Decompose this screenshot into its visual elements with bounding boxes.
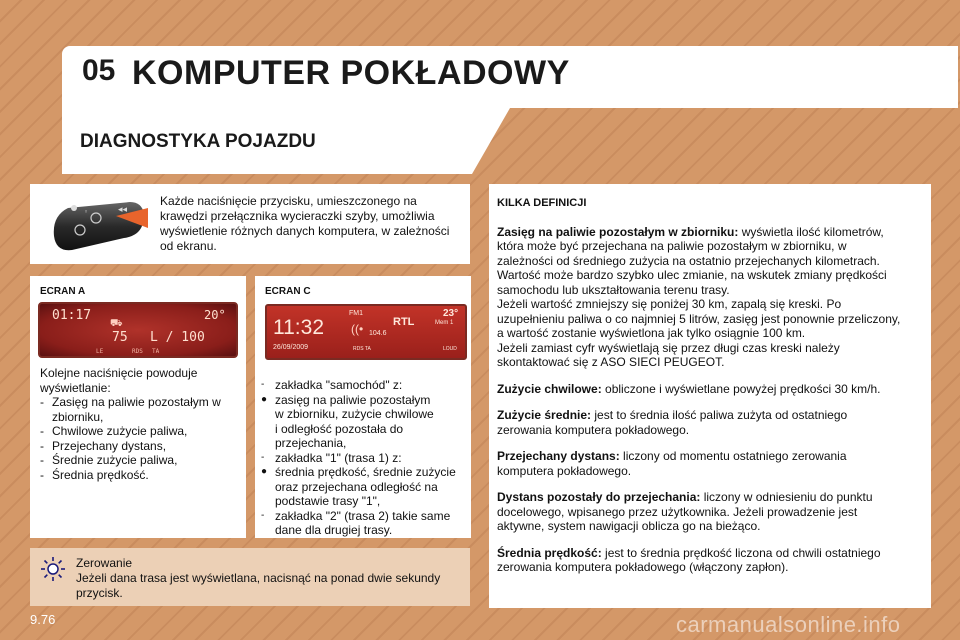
signal-icon: ((• bbox=[351, 322, 364, 336]
chapter-number: 05 bbox=[82, 54, 116, 87]
ecran-a-list bbox=[40, 366, 240, 482]
list-item: - Średnie zużycie paliwa, bbox=[40, 453, 178, 467]
lcd-band: FM1 bbox=[349, 310, 363, 317]
lcd-freq: 104.6 bbox=[369, 330, 387, 337]
lcd-time: 11:32 bbox=[273, 316, 324, 339]
svg-text:◦: ◦ bbox=[84, 208, 89, 216]
definition-entry: Średnia prędkość: jest to średnia prędkość liczona od chwili ostatniego zerowania komputera pokładowego (włączony zapłon). bbox=[497, 545, 881, 574]
page-title: KOMPUTER POKŁADOWY bbox=[132, 54, 570, 92]
definition-entry: Zużycie średnie: jest to średnia ilość paliwa zużyta od ostatniego zerowania komputera pokładowego. bbox=[497, 408, 848, 437]
ecran-c-display bbox=[265, 304, 467, 360]
ecran-a-display bbox=[38, 302, 238, 358]
wiper-stalk-icon bbox=[50, 196, 150, 252]
lcd-tag: LE bbox=[96, 348, 104, 355]
list-item: - Zasięg na paliwie pozostałym w zbiorniku, bbox=[40, 395, 221, 424]
list-item: ● średnia prędkość, średnie zużycie oraz przejechana odległość na podstawie trasy "1", bbox=[261, 465, 456, 508]
list-intro: Kolejne naciśnięcie powoduje bbox=[40, 366, 198, 380]
svg-text:◂◂: ◂◂ bbox=[118, 205, 128, 215]
intro-text: Każde naciśnięcie przycisku, umieszczonego na krawędzi przełącznika wycieraczki szyby, umożliwia wyświetlenie różnych danych komputera, w zależności od ekranu. bbox=[160, 194, 450, 253]
car-icon: ⛟ bbox=[110, 318, 123, 329]
lcd-temp: 23° bbox=[443, 308, 459, 319]
list-item: - zakładka "2" (trasa 2) takie same dane dla drugiej trasy. bbox=[261, 508, 451, 537]
section-title: DIAGNOSTYKA POJAZDU bbox=[80, 131, 316, 152]
lcd-date: 26/09/2009 bbox=[273, 344, 309, 351]
ecran-c-list bbox=[261, 378, 467, 538]
ecran-a-label: ECRAN A bbox=[40, 286, 86, 297]
lcd-time: 01:17 bbox=[52, 308, 92, 323]
definition-entry: Przejechany dystans: liczony od momentu ostatniego zerowania komputera pokładowego. bbox=[497, 449, 847, 478]
lcd-consumption: L / 100 bbox=[150, 330, 205, 345]
lcd-range: 75 bbox=[112, 330, 128, 345]
ecran-c-label: ECRAN C bbox=[265, 286, 311, 297]
lcd-temp: 20° bbox=[204, 308, 226, 322]
lcd-station: RTL bbox=[393, 316, 415, 328]
lcd-mem: Mem 1 bbox=[435, 320, 454, 326]
lcd-tag: TA bbox=[152, 348, 160, 355]
definition-entry: Dystans pozostały do przejechania: liczony w odniesieniu do punktu docelowego, wpisanego przez użytkownika. Jeżeli prowadzenie jest aktywne, system nawigacji oblicza go na bieżąco. bbox=[497, 490, 873, 533]
list-item: - Średnia prędkość. bbox=[40, 467, 149, 482]
list-intro: wyświetlanie: bbox=[40, 380, 111, 395]
lcd-tag: RDS bbox=[132, 348, 143, 355]
ecran-a-panel bbox=[30, 276, 246, 538]
reset-note bbox=[30, 548, 470, 606]
lcd-loud: LOUD bbox=[443, 346, 457, 352]
definitions-heading: KILKA DEFINICJI bbox=[497, 197, 587, 209]
tip-sun-icon bbox=[40, 556, 66, 582]
reset-text: Zerowanie Jeżeli dana trasa jest wyświetlana, nacisnąć na ponad dwie sekundy przycisk. bbox=[76, 556, 466, 601]
list-item: - zakładka "samochód" z: bbox=[261, 378, 403, 392]
watermark: carmanualsonline.info bbox=[676, 612, 901, 637]
page-number: 9.76 bbox=[30, 612, 56, 627]
list-item: - zakładka "1" (trasa 1) z: bbox=[261, 450, 402, 465]
list-item: - Chwilowe zużycie paliwa, bbox=[40, 424, 188, 438]
list-item: - Przejechany dystans, bbox=[40, 438, 167, 453]
lcd-rds: RDS TA bbox=[353, 346, 371, 352]
list-item: ● zasięg na paliwie pozostałym w zbiorniku, zużycie chwilowe i odległość pozostała do przejechania, bbox=[261, 392, 434, 450]
definition-entry: Zasięg na paliwie pozostałym w zbiorniku: wyświetla ilość kilometrów, która może być przejechana na paliwie pozostałym w zbiorniku, w zależności od średniego zużycia na ostatnio przejechanych kilometrach. Wartość może bardzo szybko ulec zmianie, na wskutek zmiany prędkości samochodu lub ukształtowania terenu trasy. Jeżeli wartość zmniejszy się poniżej 30 km, zapalą się kreski. Po uzupełnieniu paliwa o co najmniej 5 litrów, zasięg jest ponownie przeliczony, a wartość zostanie wyświetlona jak tylko osiągnie 100 km. Jeżeli zamiast cyfr wyświetlają się przez długi czas kreski należy skontaktować się z ASO SIECI PEUGEOT. bbox=[497, 224, 901, 369]
definition-entry: Zużycie chwilowe: obliczone i wyświetlane powyżej prędkości 30 km/h. bbox=[497, 381, 881, 396]
ecran-c-panel bbox=[255, 276, 471, 538]
intro-panel bbox=[30, 184, 470, 264]
reset-title: Zerowanie bbox=[76, 556, 133, 570]
definitions-panel bbox=[489, 184, 931, 608]
